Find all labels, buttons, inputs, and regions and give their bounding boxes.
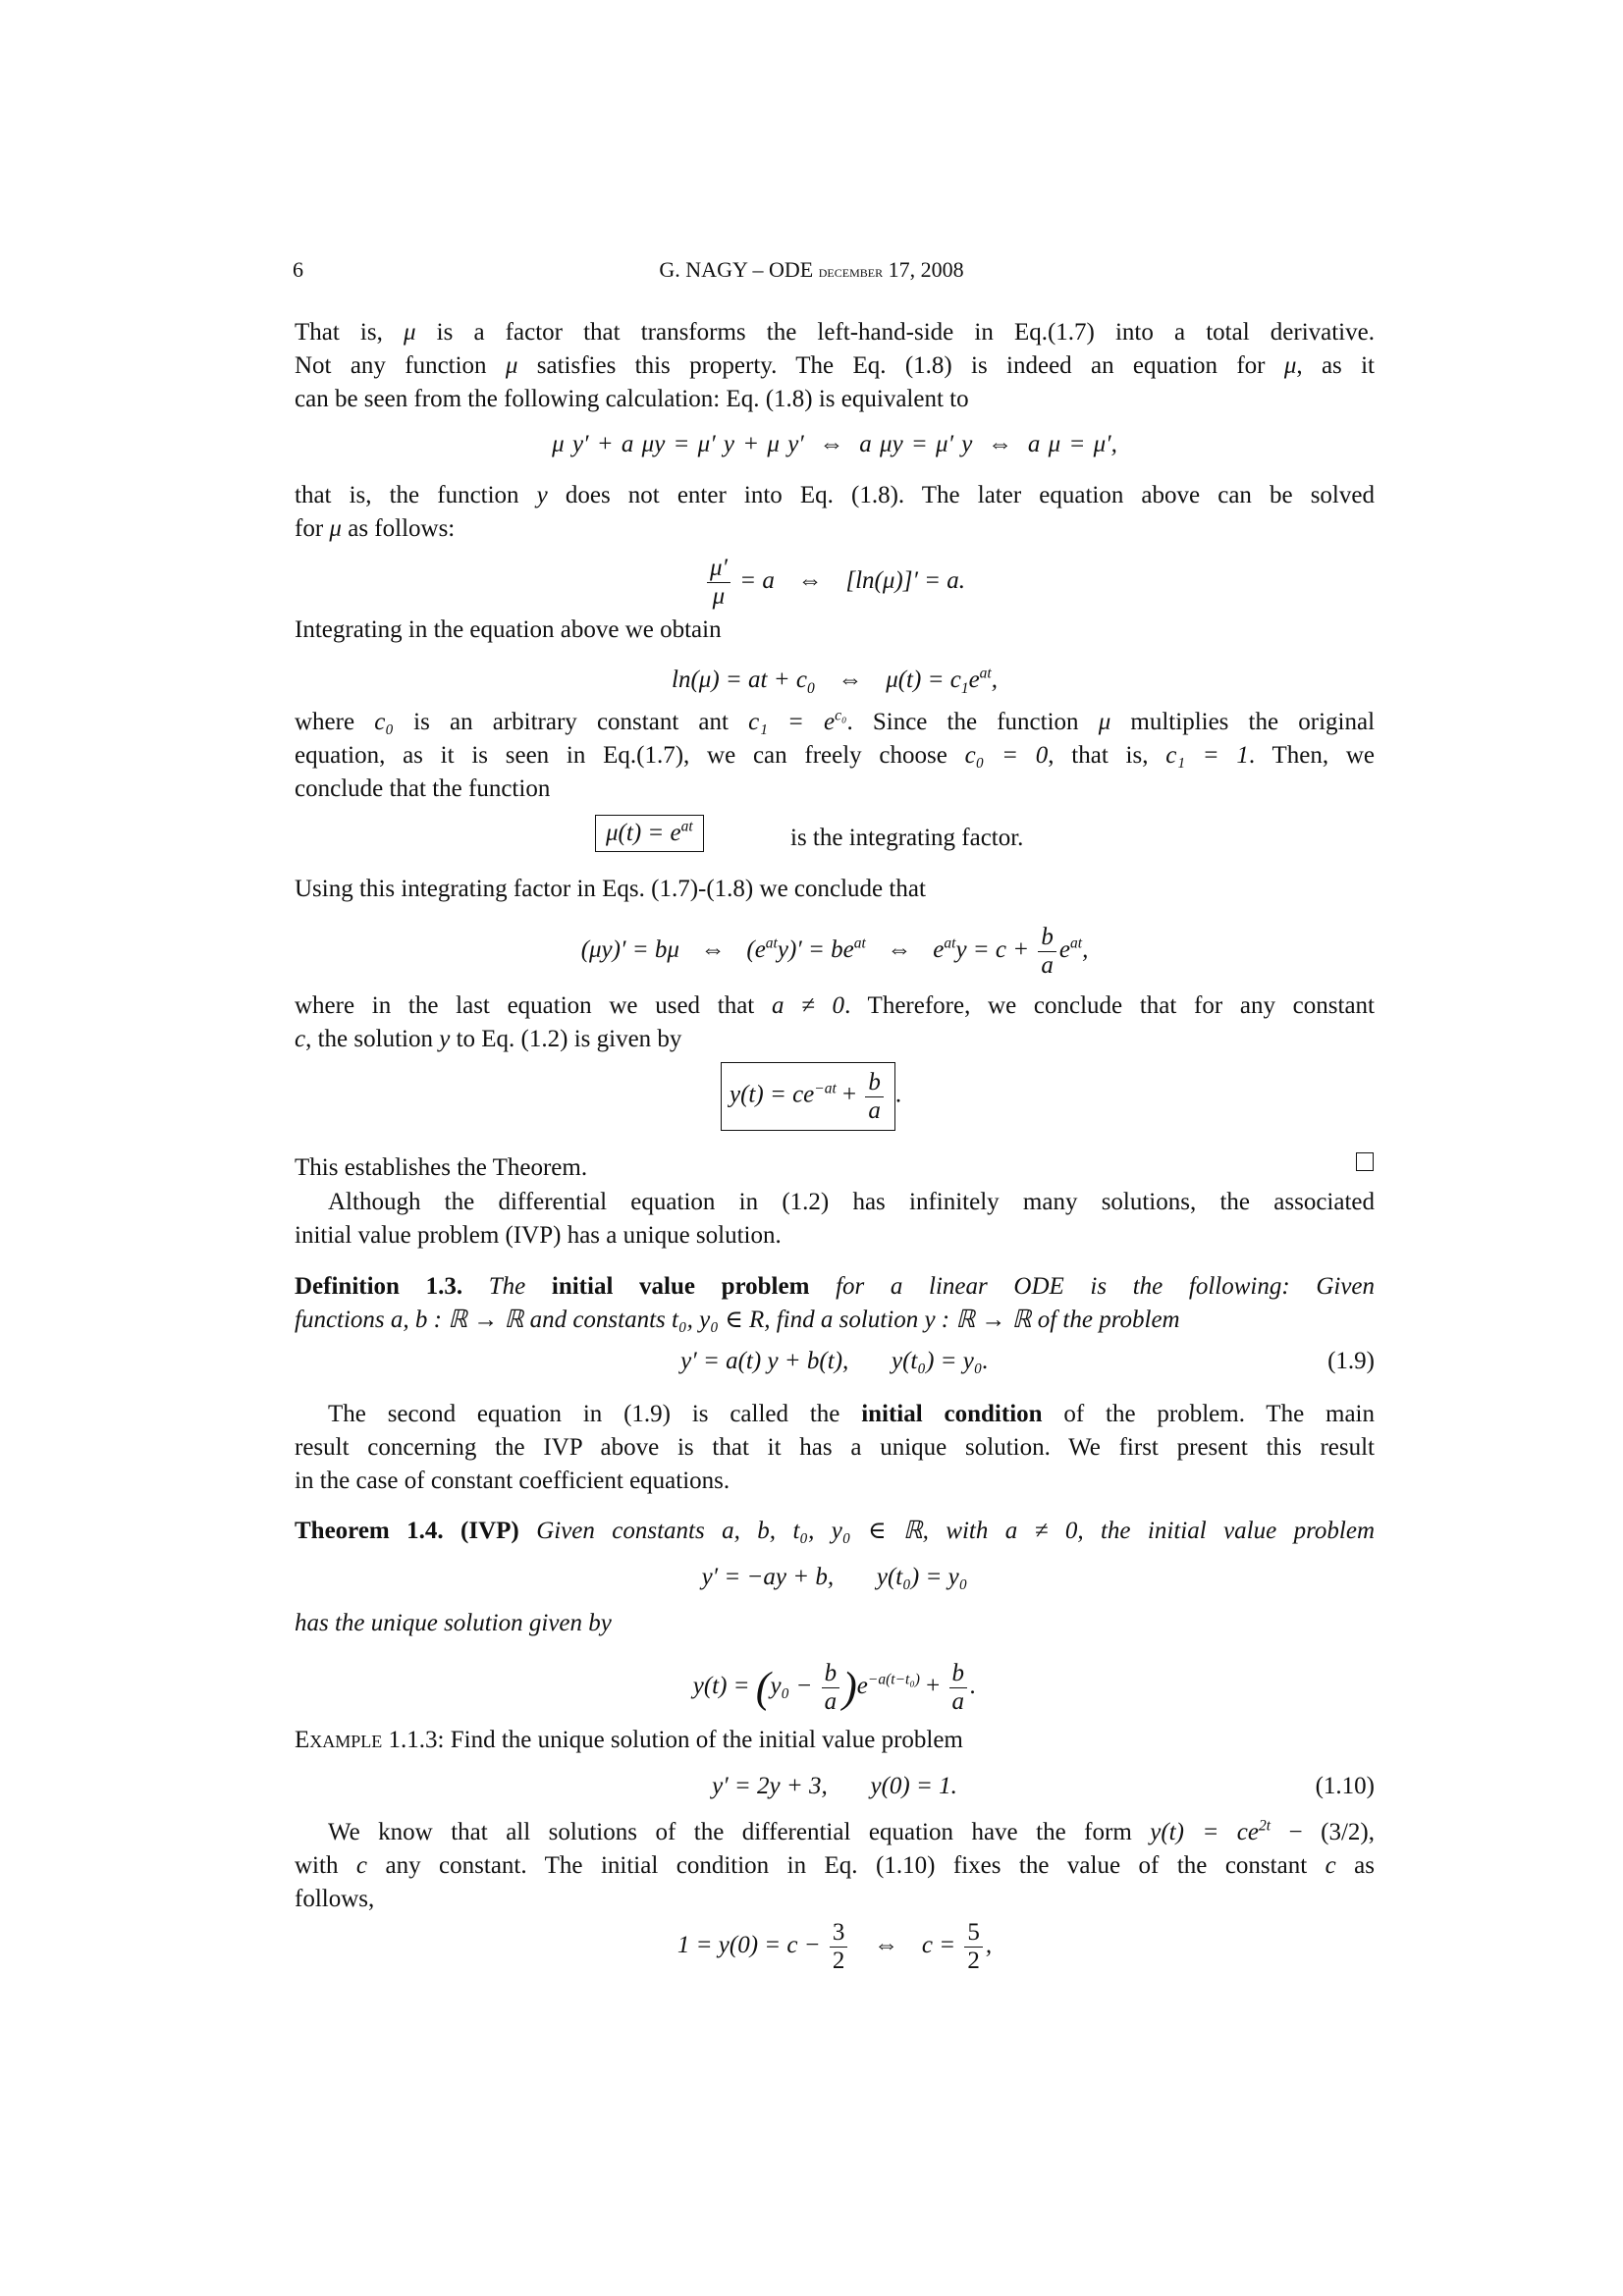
defined-term: initial value problem xyxy=(551,1273,810,1300)
math: c₀ = 0 xyxy=(964,742,1049,769)
running-header xyxy=(0,257,1623,283)
text: , as it xyxy=(1296,352,1375,379)
text: conclude that the function xyxy=(295,775,551,802)
paragraph-line xyxy=(295,512,1375,546)
paragraph-line xyxy=(295,349,1375,383)
math: (μy)′ = bμ xyxy=(580,936,679,963)
definition-label: Definition 1.3. xyxy=(295,1273,463,1300)
denominator: a xyxy=(868,1096,881,1124)
text: where in the last equation we used that xyxy=(295,992,772,1019)
paragraph-line xyxy=(295,316,1375,349)
superscript: at xyxy=(1070,934,1083,952)
page-number: 6 xyxy=(293,257,303,282)
superscript: at xyxy=(944,934,956,952)
subscript: 0 xyxy=(806,680,815,697)
text: . Then, we xyxy=(1248,742,1375,769)
text: . Therefore, we conclude that for any constant xyxy=(844,992,1375,1019)
equation-constant-c xyxy=(295,1914,1375,1977)
iff-symbol: ⇔ xyxy=(988,431,1013,457)
math: (e xyxy=(746,936,766,963)
math: c₀ xyxy=(374,709,395,735)
math: y(t) = xyxy=(692,1673,750,1699)
text: with xyxy=(295,1852,356,1879)
math: e xyxy=(1058,936,1070,963)
paragraph-line xyxy=(295,1398,1375,1431)
superscript: at xyxy=(979,665,992,682)
iff-symbol: ⇔ xyxy=(838,667,863,693)
integrating-factor-note: is the integrating factor. xyxy=(790,825,1024,851)
text: satisfies this property. The Eq. (1.8) is indeed an equation for xyxy=(517,352,1284,379)
paragraph-line: in the case of constant coefficient equations. xyxy=(295,1468,730,1494)
math: a ≠ 0 xyxy=(771,992,845,1019)
text: is an arbitrary constant ant xyxy=(394,709,749,735)
text: We know that all solutions of the differential equation have the form xyxy=(328,1819,1151,1845)
equation-integrating-condition xyxy=(295,428,1375,461)
text: is a factor that transforms the left-hand-side in Eq.(1.7) into a total derivative. xyxy=(415,319,1375,346)
math: y)′ = be xyxy=(777,936,854,963)
math: μ(t) = e xyxy=(606,820,681,846)
math: a μ = μ′, xyxy=(1027,431,1117,457)
math: + xyxy=(842,1081,857,1108)
paragraph-line: Integrating in the equation above we obtain xyxy=(295,616,722,643)
boxed-equation xyxy=(595,815,704,852)
math: μ(t) = c xyxy=(886,667,961,693)
text: can be seen from the following calculation: Eq. (1.8) is equivalent to xyxy=(295,386,969,412)
numerator: μ′ xyxy=(707,555,730,583)
math: y = c + xyxy=(955,936,1030,963)
numerator: 3 xyxy=(830,1919,848,1948)
fraction xyxy=(1038,924,1056,979)
iff-symbol: ⇔ xyxy=(819,431,844,457)
math: . xyxy=(970,1673,977,1699)
iff-symbol: ⇔ xyxy=(797,567,823,594)
superscript: at xyxy=(680,818,693,835)
iff-symbol: ⇔ xyxy=(887,936,912,963)
superscript: at xyxy=(765,934,778,952)
text: as xyxy=(1335,1852,1376,1879)
paragraph-line: result concerning the IVP above is that it has a unique solution. We first present this result xyxy=(295,1434,1375,1461)
math-mu: μ xyxy=(505,352,518,379)
definition-line: functions a, b : ℝ → ℝ and constants t₀, y₀ ∈ R, find a solution y : ℝ → ℝ of the problem xyxy=(295,1307,1180,1333)
math: y(t) = ce xyxy=(1150,1819,1259,1845)
header-date: 17, 2008 xyxy=(888,257,964,282)
math: , xyxy=(991,667,998,693)
math: c xyxy=(295,1026,306,1052)
math-mu: μ xyxy=(403,319,416,346)
superscript: −at xyxy=(814,1080,837,1097)
text: − (3/2), xyxy=(1271,1819,1375,1845)
text: multiplies the original xyxy=(1110,709,1376,735)
math: y′ = 2y + 3, y(0) = 1. xyxy=(712,1773,957,1799)
text: for xyxy=(295,515,330,542)
text: The xyxy=(488,1273,526,1300)
text: Not any function xyxy=(295,352,506,379)
numerator: 5 xyxy=(964,1919,983,1948)
math: [ln(μ)]′ = a. xyxy=(845,567,966,594)
subscript: 1 xyxy=(960,680,969,697)
paragraph-line xyxy=(295,773,1375,806)
equation-integration-result xyxy=(295,664,1375,697)
paragraph-line xyxy=(295,1023,1375,1056)
paragraph-line: follows, xyxy=(295,1886,375,1912)
text: , the solution xyxy=(305,1026,440,1052)
text: for a linear ODE is the following: Given xyxy=(836,1273,1376,1300)
iff-symbol: ⇔ xyxy=(874,1932,899,1958)
math: y′ = a(t) y + b(t), y(t₀) = y₀. xyxy=(680,1348,989,1374)
equation-ivp xyxy=(295,1561,1375,1594)
paragraph-line: This establishes the Theorem. xyxy=(295,1154,588,1181)
denominator: a xyxy=(1041,951,1054,979)
equation-log-derivative xyxy=(295,550,1375,613)
paragraph-line: Using this integrating factor in Eqs. (1.7)-(1.8) we conclude that xyxy=(295,876,926,902)
math-mu: μ xyxy=(1098,709,1111,735)
example-label: Example 1.1.3: xyxy=(295,1727,445,1753)
math-mu: μ xyxy=(1283,352,1297,379)
math: c₁ = 1 xyxy=(1165,742,1249,769)
paragraph-line xyxy=(295,739,1375,773)
math: . xyxy=(894,1081,902,1108)
iff-symbol: ⇔ xyxy=(700,936,726,963)
paragraph-line xyxy=(295,1849,1375,1883)
text: any constant. The initial condition in Eq. (1.10) fixes the value of the constant xyxy=(367,1852,1325,1879)
numerator: b xyxy=(949,1660,968,1688)
paragraph-line xyxy=(295,383,1375,416)
math: μ y′ + a μy = μ′ y + μ y′ xyxy=(552,431,804,457)
theorem-label: Theorem 1.4. (IVP) xyxy=(295,1518,519,1544)
fraction xyxy=(822,1660,840,1715)
math: y′ = −ay + b, y(t₀) = y₀ xyxy=(701,1564,968,1590)
denominator: 2 xyxy=(967,1947,980,1974)
text: that is, the function xyxy=(295,482,537,508)
math: c xyxy=(1325,1852,1336,1879)
math-y: y xyxy=(536,482,548,508)
paragraph-line xyxy=(295,706,1375,739)
equation-1-9 xyxy=(295,1345,1375,1378)
math: ln(μ) = at + c xyxy=(672,667,807,693)
theorem-line: has the unique solution given by xyxy=(295,1610,612,1636)
paragraph-line xyxy=(295,1816,1375,1849)
text: Find the unique solution of the initial value problem xyxy=(450,1727,963,1753)
text: . Since the function xyxy=(846,709,1099,735)
fraction xyxy=(865,1069,884,1124)
superscript: c₀ xyxy=(835,707,847,724)
equation-number: (1.10) xyxy=(1315,1773,1375,1799)
boxed-equation xyxy=(721,1062,895,1131)
example-line xyxy=(295,1724,1375,1757)
defined-term: initial condition xyxy=(861,1401,1043,1427)
denominator: μ xyxy=(712,582,726,610)
fraction xyxy=(964,1919,983,1974)
paragraph-line xyxy=(295,479,1375,512)
right-paren: ) xyxy=(842,1663,857,1712)
math: y xyxy=(439,1026,451,1052)
math: = a xyxy=(739,567,775,594)
text: equation, as it is seen in Eq.(1.7), we can freely choose xyxy=(295,742,965,769)
math: , xyxy=(1082,936,1089,963)
math: c₁ = e xyxy=(748,709,836,735)
denominator: a xyxy=(824,1687,838,1715)
paragraph-line xyxy=(295,989,1375,1023)
math: y(t) = ce xyxy=(730,1081,815,1108)
fraction xyxy=(830,1919,848,1974)
paragraph-line: initial value problem (IVP) has a unique solution. xyxy=(295,1222,782,1249)
text: , that is, xyxy=(1048,742,1166,769)
definition-line xyxy=(295,1270,1375,1304)
header-month: december xyxy=(818,262,884,281)
text: The second equation in (1.9) is called the xyxy=(328,1401,862,1427)
math: c = xyxy=(921,1932,956,1958)
math: y₀ − xyxy=(770,1673,813,1699)
running-title: G. NAGY – ODE xyxy=(659,257,814,282)
superscript: 2t xyxy=(1259,1817,1271,1835)
boxed-general-solution xyxy=(721,1062,901,1131)
text: as follows: xyxy=(341,515,456,542)
text: That is, xyxy=(295,319,404,346)
math: e xyxy=(933,936,945,963)
equation-number: (1.9) xyxy=(1327,1348,1375,1374)
math: 1 = y(0) = c − xyxy=(676,1932,821,1958)
math: e xyxy=(856,1673,868,1699)
theorem-line xyxy=(295,1515,1375,1548)
superscript: at xyxy=(853,934,866,952)
math: a μy = μ′ y xyxy=(859,431,973,457)
denominator: 2 xyxy=(832,1947,845,1974)
paragraph-line: Although the differential equation in (1.2) has infinitely many solutions, the associated xyxy=(328,1189,1375,1215)
math: e xyxy=(968,667,980,693)
qed-square-icon xyxy=(1356,1152,1374,1171)
numerator: b xyxy=(822,1660,840,1688)
numerator: b xyxy=(865,1069,884,1097)
math: , xyxy=(985,1932,993,1958)
text: to Eq. (1.2) is given by xyxy=(450,1026,682,1052)
text: of the problem. The main xyxy=(1042,1401,1375,1427)
equation-ivp-solution xyxy=(295,1655,1375,1718)
text: where xyxy=(295,709,375,735)
equation-1-10 xyxy=(295,1770,1375,1803)
numerator: b xyxy=(1038,924,1056,952)
equation-total-derivative xyxy=(295,919,1375,982)
left-paren: ( xyxy=(755,1663,771,1712)
math-mu: μ xyxy=(329,515,342,542)
boxed-integrating-factor xyxy=(595,815,704,852)
text: does not enter into Eq. (1.8). The later equation above can be solved xyxy=(547,482,1375,508)
fraction xyxy=(949,1660,968,1715)
math: + xyxy=(926,1673,941,1699)
math: c xyxy=(355,1852,368,1879)
superscript: −a(t−t₀) xyxy=(867,1671,920,1688)
denominator: a xyxy=(951,1687,964,1715)
fraction xyxy=(707,555,730,610)
text: Given constants a, b, t₀, y₀ ∈ ℝ, with a ≠ 0, the initial value problem xyxy=(536,1518,1376,1544)
